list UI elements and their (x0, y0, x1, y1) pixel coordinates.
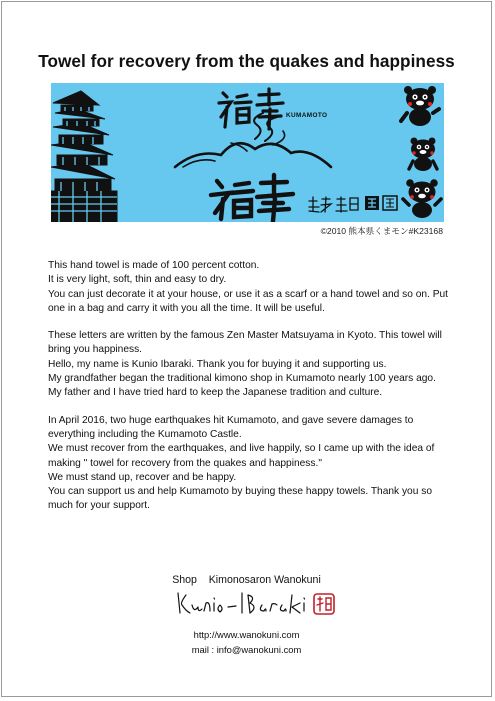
kumamon-icon (403, 179, 441, 218)
handwritten-signature (176, 587, 336, 621)
seal-icon (365, 196, 397, 210)
text-line: My father and I have tried hard to keep the Japanese tradition and culture. (48, 387, 383, 399)
paragraph-1 (48, 259, 450, 316)
text-line: It is very light, soft, thin and easy to dry. (48, 274, 227, 286)
website-url: http://www.wanokuni.com (193, 629, 300, 640)
kumamon-icon (401, 86, 439, 126)
calligraphy-lower (211, 175, 293, 221)
paragraph-2 (48, 329, 450, 400)
shop-name-text: Shop Kimonosaron Wanokuni (172, 574, 321, 586)
hanko-seal (314, 594, 334, 614)
copyright-notice: ©2010 熊本県くまモン#K23168 (320, 226, 443, 236)
text-line: We must recover from the earthquakes, and live happily, so I came up with the idea of making " towel for recovery from the quakes and happiness." (48, 443, 435, 469)
signature-icon (176, 587, 336, 621)
text-line: In April 2016, two huge earthquakes hit Kumamoto, and gave severe damages to everything including the Kumamoto Castle. (48, 414, 414, 440)
mount-aso-icon (175, 113, 331, 167)
body-text (48, 259, 450, 527)
text-line: This hand towel is made of 100 percent cotton. (48, 260, 260, 271)
page-title: Towel for recovery from the quakes and happiness (38, 51, 455, 71)
towel-image (51, 83, 444, 222)
text-line: Hello, my name is Kunio Ibaraki. Thank you for buying it and supporting us. (48, 358, 387, 370)
text-line: My grandfather began the traditional kimono shop in Kumamoto nearly 100 years ago. (48, 373, 436, 385)
shop-name (2, 574, 491, 586)
text-line: You can just decorate it at your house, or use it as a scarf or a hand towel and so on. Put one in a bag and carry it with you all the time. It will be useful. (48, 288, 449, 314)
text-line: We must stand up, recover and be happy. (48, 471, 237, 483)
contact-email: mail : info@wanokuni.com (191, 644, 302, 655)
artist-signature (309, 197, 358, 212)
kumamon-icon (409, 138, 437, 172)
kumamoto-label: KUMAMOTO (286, 112, 328, 119)
calligraphy-upper (219, 89, 283, 129)
text-line: You can support us and help Kumamoto by buying these happy towels. Thank you so much for your support. (48, 486, 432, 512)
paragraph-3 (48, 414, 450, 514)
text-line: These letters are written by the famous Zen Master Matsuyama in Kyoto. This towel will bring you happiness. (48, 330, 442, 356)
flyer-page (1, 1, 492, 697)
castle-icon (51, 91, 117, 222)
towel-artwork (51, 83, 444, 222)
